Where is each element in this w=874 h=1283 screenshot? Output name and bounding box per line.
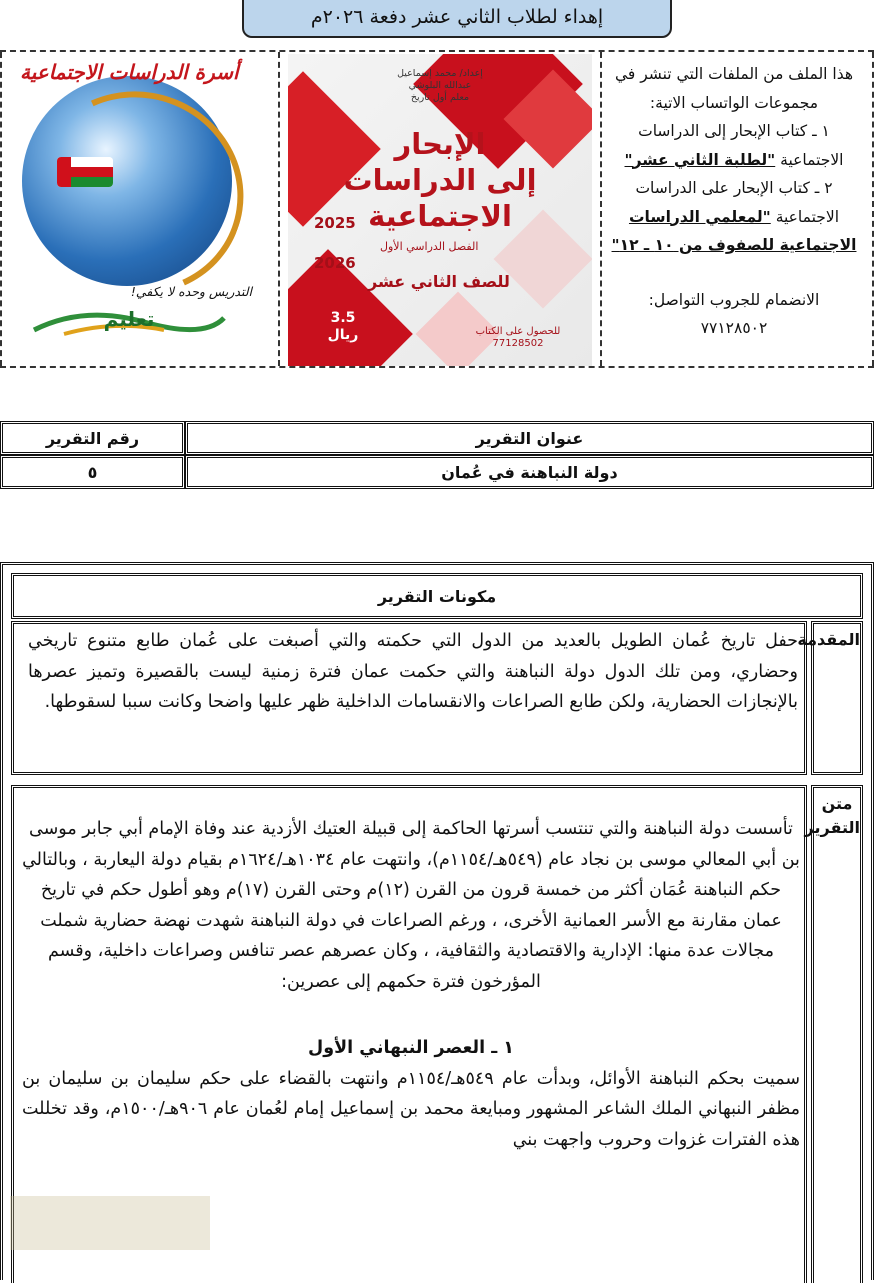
- logo-title: أسرة الدراسات الاجتماعية: [20, 60, 239, 84]
- promo-prefix: الاجتماعية: [770, 207, 840, 226]
- promo-section: [0, 50, 874, 368]
- cover-title-line: الاجتماعية: [368, 199, 512, 233]
- flag-icon: [57, 157, 113, 187]
- promo-join: الانضمام للجروب التواصل:: [648, 290, 820, 309]
- promo-emphasis: "لمعلمي الدراسات: [628, 207, 771, 226]
- report-number: ٥: [87, 462, 98, 482]
- number-label-cell: [0, 421, 185, 455]
- promo-line: ٢ ـ كتاب الإبحار على الدراسات: [635, 179, 833, 197]
- intro-text: حفل تاريخ عُمان الطويل بالعديد من الدول التي حكمته والتي أصبغت على عُمان طابع متنوع تاريخي وحضاري، ومن تلك الدول دولة النباهنة والتي حكمت عمان فترة زمنية ليست بالقصيرة وتميز عصرها بالإنجازات الحضارية، ولكن طابع الصراعات والانقسامات الداخلية ظهر عليها واضحا وكانت سببا لسقوطها.: [28, 631, 798, 712]
- body-label: متن التقرير: [804, 794, 860, 837]
- cover-semester: الفصل الدراسي الأول: [380, 240, 479, 253]
- book-cover-image: [288, 54, 592, 366]
- components-heading-text: مكونات التقرير: [377, 586, 497, 606]
- body-paragraph: تأسست دولة النباهنة والتي تنتسب أسرتها الحاكمة إلى قبيلة العتيك الأزدية عند وفاة الإمام أبي جابر موسى بن أبي المعالي موسى بن نجاد عام (٥٤٩هـ/١١٥٤م)، وانتهت عام ١٠٣٤هـ/١٦٢٤م بقيام دولة اليعاربة ، وبالتالي حكم النباهنة عُمَان أكثر من خمسة قرون من القرن (١٢)م وحتى القرن (١٧)م وهو أطول حكم في تاريخ عمان مقارنة مع الأسر العمانية الأخرى، ، ورغم الصراعات في دولة النباهنة شهدت نهضة حضارية شملت مجالات عدة منها: الإدارية والاقتصادية والثقافية، ، وكان عصرهم عصر تنافس وصراعات داخلية، وقسم المؤرخون فترة حكمهم إلى عصرين:: [22, 819, 800, 992]
- logo-panel: [0, 52, 276, 366]
- brand-text: تعليم: [103, 307, 155, 331]
- cover-title-line: إلى الدراسات: [343, 163, 537, 197]
- report-title: دولة النباهنة في عُمان: [441, 462, 618, 482]
- promo-line: [608, 203, 860, 232]
- cover-year: 2025: [314, 214, 356, 232]
- dedication-banner: [242, 0, 672, 38]
- promo-line: [608, 146, 860, 175]
- logo-tagline: التدريس وحده لا يكفي!: [130, 284, 252, 299]
- cover-author-line: عبدالله البلوشي: [408, 80, 472, 91]
- cover-year: 2026: [314, 254, 356, 272]
- cover-author: [288, 68, 592, 104]
- number-label: رقم التقرير: [45, 428, 140, 448]
- report-number-cell: [0, 455, 185, 489]
- watermark: [10, 1196, 210, 1250]
- cover-author-line: إعداد/ محمد إسماعيل: [397, 68, 483, 79]
- cover-author-line: معلم أول تاريخ: [410, 92, 470, 103]
- cover-grade: للصف الثاني عشر: [368, 272, 510, 291]
- title-label-cell: [185, 421, 874, 455]
- cover-contact: للحصول على الكتاب 77128502: [475, 326, 561, 349]
- promo-emphasis: الاجتماعية للصفوف من ١٠ ـ ١٢": [611, 236, 857, 254]
- sub-heading: ١ ـ العصر النبهاني الأول: [308, 1038, 514, 1058]
- promo-emphasis: "لطلبة الثاني عشر": [624, 150, 776, 169]
- promo-line: هذا الملف من الملفات التي تنشر في: [614, 65, 854, 83]
- components-heading: [11, 573, 863, 619]
- brand-logo-icon: [24, 300, 234, 342]
- report-info-table: [0, 421, 874, 489]
- title-label: عنوان التقرير: [475, 428, 584, 448]
- promo-line: ١ ـ كتاب الإبحار إلى الدراسات: [638, 122, 830, 140]
- cover-price: 3.5 ريال: [327, 310, 359, 343]
- book-cover-panel: [278, 52, 600, 366]
- report-title-cell: [185, 455, 874, 489]
- intro-text-cell: [11, 621, 807, 775]
- promo-prefix: الاجتماعية: [775, 150, 844, 169]
- intro-label: المقدمة: [797, 630, 860, 649]
- promo-phone: ٧٧١٢٨٥٠٢: [700, 319, 768, 337]
- dedication-text: إهداء لطلاب الثاني عشر دفعة ٢٠٢٦م: [310, 6, 604, 28]
- promo-text-box: [600, 52, 874, 366]
- body-label-cell: [804, 785, 863, 1283]
- promo-line: مجموعات الواتساب الاتية:: [649, 93, 819, 112]
- components-table: [0, 562, 874, 1280]
- body-paragraph: سميت بحكم النباهنة الأوائل، وبدأت عام ٥٤٩هـ/١١٥٤م وانتهت بالقضاء على حكم سليمان بن سليمان بن مظفر النبهاني الملك الشاعر المشهور ومبايعة محمد بن إسماعيل إمام لعُمان عام ٩٠٦هـ/١٥٠٠م، وقد تخللت هذه الفترات غزوات وحروب واجهت بني: [22, 1068, 800, 1150]
- intro-label-cell: [797, 621, 863, 775]
- cover-title-line: الإبحار: [394, 127, 486, 161]
